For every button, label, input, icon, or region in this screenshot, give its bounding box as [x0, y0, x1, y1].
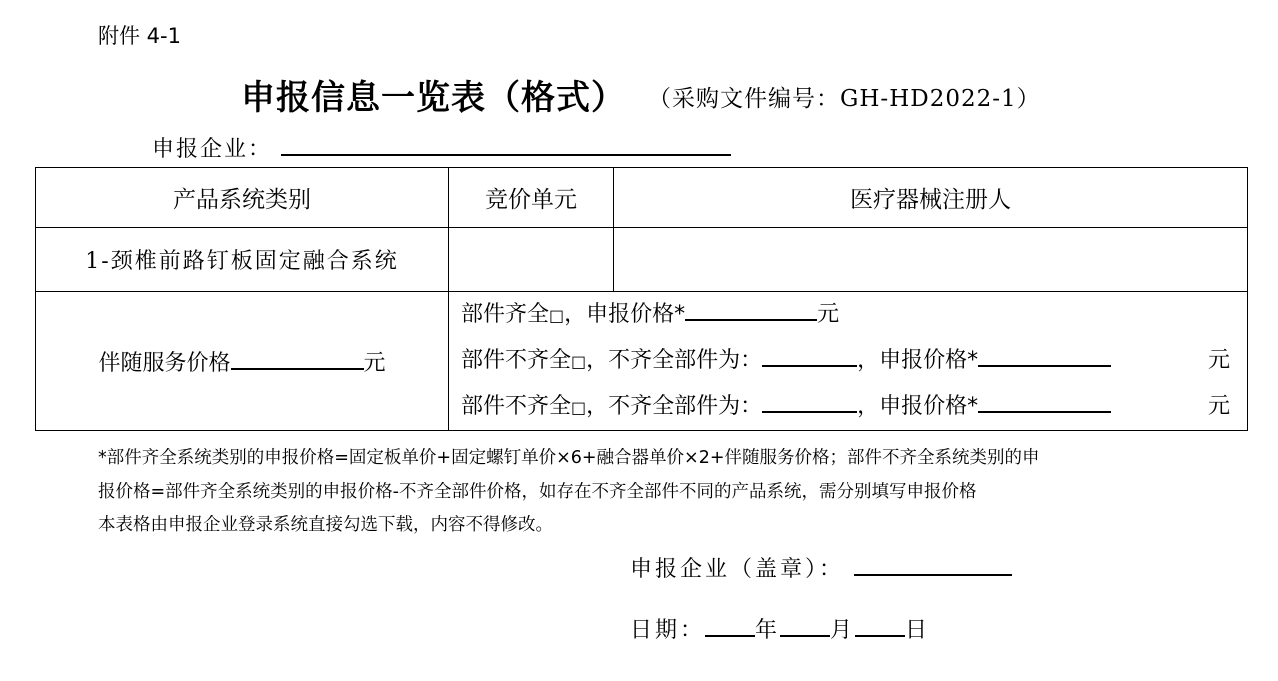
year-input-line[interactable]	[705, 634, 755, 637]
unit-cell[interactable]	[449, 228, 614, 292]
form-title: 申报信息一览表（格式）	[241, 78, 626, 118]
option-parts-label: ，不齐全部件为：	[586, 348, 763, 373]
option-incomplete	[461, 384, 1247, 430]
price-input-line[interactable]	[978, 364, 1111, 367]
option-price-label: ，申报价格*	[857, 394, 979, 419]
service-price-label: 伴随服务价格	[98, 350, 231, 376]
checkbox[interactable]: □	[571, 352, 587, 371]
day-label: 日	[905, 618, 931, 643]
footnote-line-1: *部件齐全系统类别的申报价格=固定板单价+固定螺钉单价×6+融合器单价×2+伴随服务价格；部件不齐全系统类别的申	[98, 448, 1040, 468]
signature-company-label: 申报企业（盖章）：	[630, 557, 845, 582]
service-price-cell	[36, 292, 449, 431]
option-label: 部件齐全	[461, 302, 550, 327]
footnote-line-3: 本表格由申报企业登录系统直接勾选下载，内容不得修改。	[98, 515, 553, 535]
attachment-label: 附件 4-1	[98, 24, 181, 48]
option-unit: 元	[817, 302, 840, 327]
service-price-input-line[interactable]	[231, 367, 364, 370]
col-header-registrant: 医疗器械注册人	[614, 168, 1248, 228]
option-price-label: ，申报价格*	[564, 302, 686, 327]
day-input-line[interactable]	[855, 634, 905, 637]
price-input-line[interactable]	[685, 318, 817, 321]
option-unit: 元	[1208, 394, 1231, 419]
option-complete	[461, 292, 1247, 338]
option-price-label: ，申报价格*	[857, 348, 979, 373]
signature-date	[630, 613, 930, 644]
category-cell: 1-颈椎前路钉板固定融合系统	[36, 228, 449, 292]
parts-input-line[interactable]	[762, 410, 857, 413]
option-label: 部件不齐全	[461, 394, 572, 419]
company-field	[152, 132, 731, 163]
footnote-line-2: 报价格=部件齐全系统类别的申报价格-不齐全部件价格，如存在不齐全部件不同的产品系统，需分别填写申报价格	[98, 482, 977, 502]
table-row	[36, 228, 1248, 292]
option-incomplete	[461, 338, 1247, 384]
table-row	[36, 292, 1248, 431]
signature-company	[630, 552, 1012, 583]
year-label: 年	[755, 618, 781, 643]
option-parts-label: ，不齐全部件为：	[586, 394, 763, 419]
checkbox[interactable]: □	[571, 398, 587, 417]
declared-price-options	[449, 292, 1248, 431]
month-input-line[interactable]	[780, 634, 830, 637]
parts-input-line[interactable]	[762, 364, 857, 367]
company-input-line[interactable]	[281, 153, 731, 156]
option-label: 部件不齐全	[461, 348, 572, 373]
registrant-cell[interactable]	[614, 228, 1248, 292]
date-label: 日期：	[630, 618, 706, 643]
col-header-category: 产品系统类别	[36, 168, 449, 228]
company-label: 申报企业：	[152, 137, 273, 162]
price-input-line[interactable]	[978, 410, 1111, 413]
checkbox[interactable]: □	[549, 306, 565, 325]
procurement-number: （采购文件编号：GH-HD2022-1）	[648, 86, 1041, 112]
signature-company-input-line[interactable]	[854, 573, 1012, 576]
table-header-row	[36, 168, 1248, 228]
declaration-table	[35, 167, 1248, 431]
month-label: 月	[830, 618, 856, 643]
service-price-unit: 元	[363, 350, 386, 376]
col-header-unit: 竞价单元	[449, 168, 614, 228]
option-unit: 元	[1208, 348, 1231, 373]
